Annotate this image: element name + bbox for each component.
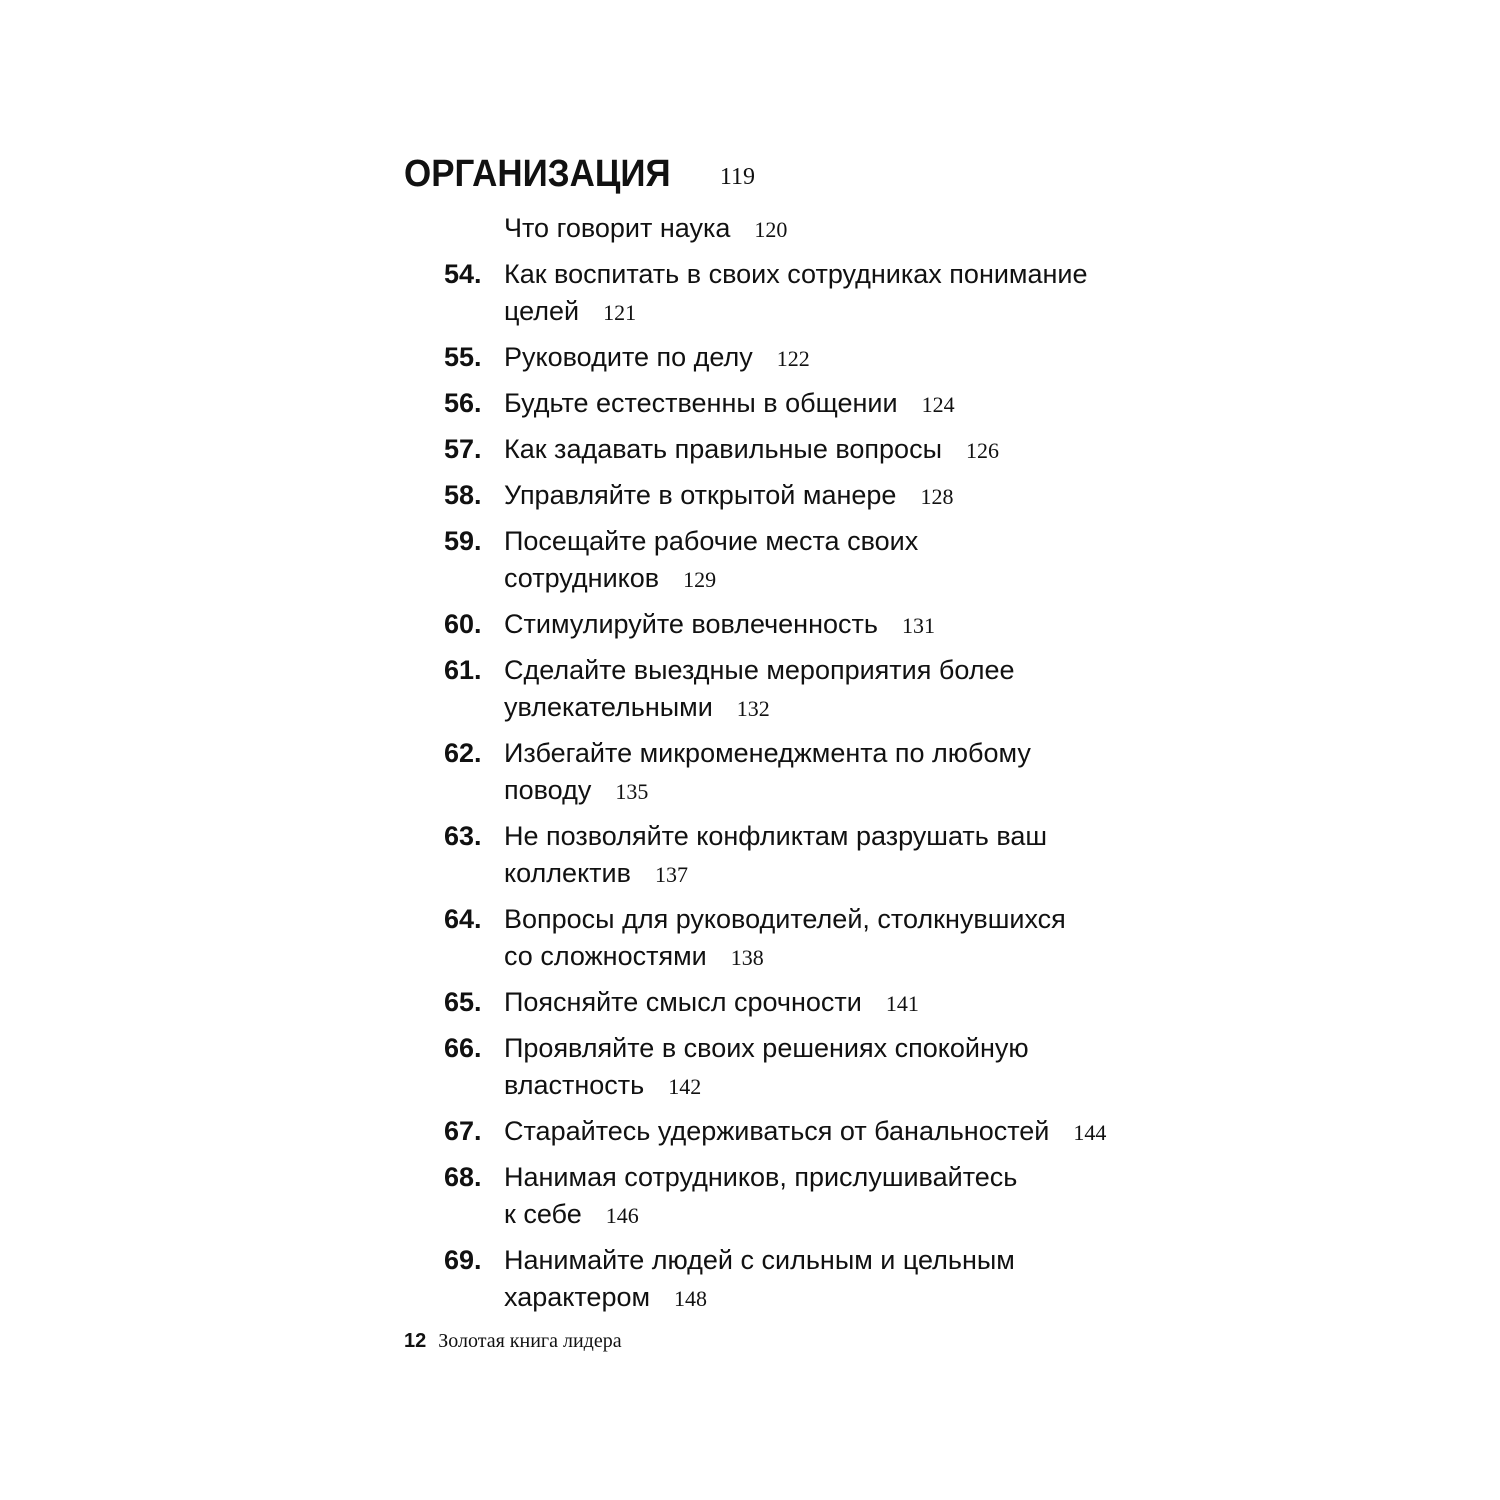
toc-entry-number: 62. — [444, 738, 482, 768]
toc-entry-title-line: Будьте естественны в общении — [504, 388, 898, 418]
toc-entry-number: 60. — [444, 609, 482, 639]
toc-entry-title — [504, 735, 1124, 810]
toc-entry-page-number: 126 — [965, 438, 999, 463]
toc-entry-title-line: целей — [504, 296, 580, 326]
toc-entry-number: 56. — [444, 388, 482, 418]
section-title: ОРГАНИЗАЦИЯ — [404, 153, 671, 195]
toc-entry-title-line: Сделайте выездные мероприятия более — [504, 655, 1015, 685]
folio-number: 12 — [404, 1330, 427, 1352]
toc-entry-title — [504, 339, 1124, 377]
toc-entry-title-line: Нанимайте людей с сильным и цельным — [504, 1245, 1015, 1275]
toc-entry-title — [504, 1030, 1124, 1105]
toc-entry-page-number: 131 — [901, 613, 935, 638]
toc-entry-number: 63. — [444, 821, 482, 851]
toc-entry-title — [504, 901, 1124, 976]
toc-entry-number: 61. — [444, 655, 482, 685]
toc-entry-number: 58. — [444, 480, 482, 510]
toc-entry-title-line: коллектив — [504, 858, 631, 888]
page-footer — [404, 1330, 622, 1353]
toc-entry-title-line: Управляйте в открытой манере — [504, 480, 897, 510]
toc-entry-page-number: 129 — [683, 567, 717, 592]
toc-entry-title — [504, 523, 1124, 598]
toc-entry-title-line: увлекательными — [504, 692, 713, 722]
toc-entry-title — [504, 1242, 1124, 1317]
toc-entry-page-number: 121 — [603, 300, 637, 325]
toc-entry-number: 68. — [444, 1162, 482, 1192]
running-title: Золотая книга лидера — [438, 1330, 622, 1352]
toc-entry-page-number: 137 — [654, 862, 688, 887]
toc-entry-title-line: Что говорит наука — [504, 213, 731, 243]
toc-entry-number: 57. — [444, 434, 482, 464]
toc-entry-number: 67. — [444, 1116, 482, 1146]
toc-entry-title — [504, 606, 1124, 644]
toc-entry-number: 59. — [444, 526, 482, 556]
toc-entry-title-line: Вопросы для руководителей, столкнувшихся — [504, 904, 1066, 934]
toc-entry-page-number: 148 — [674, 1286, 708, 1311]
toc-entry-title-line: Посещайте рабочие места своих — [504, 526, 919, 556]
section-page-number: 119 — [719, 164, 755, 190]
toc-entry-title — [504, 652, 1124, 727]
toc-entry-page-number: 128 — [920, 484, 954, 509]
toc-entry-title — [504, 256, 1124, 331]
toc-entry-number: 69. — [444, 1245, 482, 1275]
toc-entry-title — [504, 818, 1124, 893]
toc-entry-title-line: характером — [504, 1282, 651, 1312]
toc-entry-page-number: 122 — [776, 346, 810, 371]
toc-entry-title-line: со сложностями — [504, 941, 707, 971]
toc-entry-title-line: Старайтесь удерживаться от банальностей — [504, 1116, 1050, 1146]
toc-entry-title-line: Избегайте микроменеджмента по любому — [504, 738, 1031, 768]
toc-entry-page-number: 138 — [730, 945, 764, 970]
toc-entry-title-line: Стимулируйте вовлеченность — [504, 609, 878, 639]
toc-entry-title — [504, 1113, 1124, 1151]
toc-entry-page-number: 146 — [605, 1203, 639, 1228]
toc-entry-page-number: 142 — [668, 1074, 702, 1099]
toc-entry-title-line: Не позволяйте конфликтам разрушать ваш — [504, 821, 1048, 851]
toc-entry-title-line: Проявляйте в своих решениях спокойную — [504, 1033, 1029, 1063]
section-heading — [404, 153, 755, 196]
toc-entry-title-line: Как задавать правильные вопросы — [504, 434, 942, 464]
toc-entry-title-line: сотрудников — [504, 563, 660, 593]
toc-entry-number: 64. — [444, 904, 482, 934]
toc-entry-page-number: 135 — [615, 779, 649, 804]
toc-entry-title-line: Как воспитать в своих сотрудниках понимание — [504, 259, 1088, 289]
toc-entry-title-line: властность — [504, 1070, 645, 1100]
toc-entry-title-line: Нанимая сотрудников, прислушивайтесь — [504, 1162, 1018, 1192]
toc-entry-page-number: 120 — [754, 217, 788, 242]
toc-entry-title-line: поводу — [504, 775, 592, 805]
toc-entry-number: 54. — [444, 259, 482, 289]
toc-entry-number: 65. — [444, 987, 482, 1017]
toc-entry-page-number: 132 — [736, 696, 770, 721]
toc-entry-title-line: Руководите по делу — [504, 342, 753, 372]
toc-entry-title-line: к себе — [504, 1199, 582, 1229]
toc-entry-title — [504, 1159, 1124, 1234]
toc-entry-title — [504, 984, 1124, 1022]
toc-entry-title — [504, 477, 1124, 515]
toc-entry-page-number: 124 — [921, 392, 955, 417]
toc-entry-page-number: 144 — [1073, 1120, 1107, 1145]
toc-entry-title — [504, 431, 1124, 469]
toc-entry-number: 66. — [444, 1033, 482, 1063]
toc-entry-title — [504, 210, 1124, 248]
toc-entry-page-number: 141 — [885, 991, 919, 1016]
toc-entry-title-line: Поясняйте смысл срочности — [504, 987, 862, 1017]
toc-entry-number: 55. — [444, 342, 482, 372]
toc-entry-title — [504, 385, 1124, 423]
